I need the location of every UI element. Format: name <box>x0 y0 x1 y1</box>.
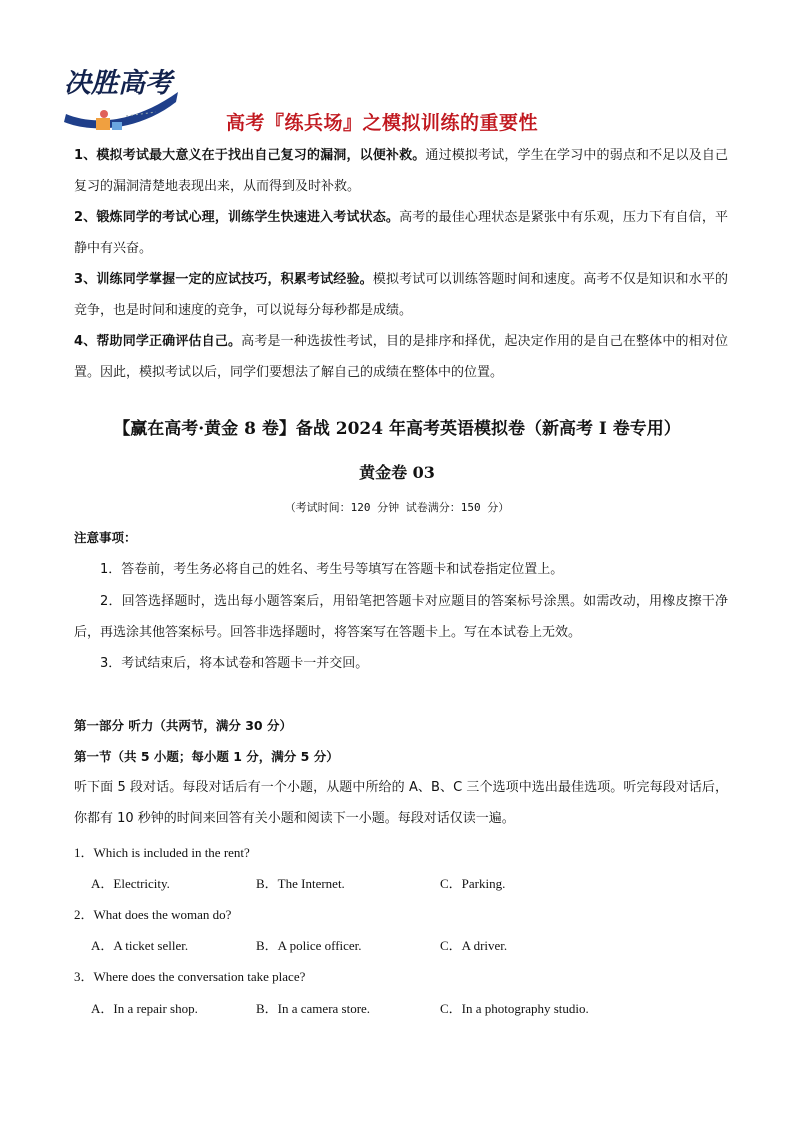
intro-rest: 模拟考试可以训练答题时间和速度。高考不仅是知识和水平的竞争，也是时间和速度的竞争，可以说每分每秒都是成绩。 <box>74 272 728 318</box>
section1-heading: 第一节（共 5 小题；每小题 1 分，满分 5 分） <box>74 749 339 764</box>
notice-item-1: 1．答卷前，考生务必将自己的姓名、考生号等填写在答题卡和试卷指定位置上。 <box>100 562 564 577</box>
intro-paragraph-1 <box>74 140 728 202</box>
brand-logo <box>60 52 182 140</box>
notice-heading: 注意事项： <box>74 530 137 545</box>
intro-paragraph-3 <box>74 264 728 326</box>
intro-lead: 2、锻炼同学的考试心理，训练学生快速进入考试状态。 <box>74 210 400 225</box>
intro-rest: 高考是一种选拔性考试，目的是排序和择优，起决定作用的是自己在整体中的相对位置。因此，模拟考试以后，同学们要想法了解自己的成绩在整体中的位置。 <box>74 334 728 380</box>
banner-title: 高考『练兵场』之模拟训练的重要性 <box>226 112 539 134</box>
intro-lead: 1、模拟考试最大意义在于找出自己复习的漏洞，以便补救。 <box>74 148 426 163</box>
exam-subtitle: 黄金卷 03 <box>359 463 435 482</box>
intro-lead: 4、帮助同学正确评估自己。 <box>74 334 242 349</box>
logo-text: 决胜高考 <box>64 68 172 99</box>
intro-lead: 3、训练同学掌握一定的应试技巧，积累考试经验。 <box>74 272 373 287</box>
question-1-option-a[interactable]: A．Electricity. <box>91 876 170 891</box>
question-3-option-c[interactable]: C．In a photography studio. <box>440 1001 589 1016</box>
question-2-option-a[interactable]: A．A ticket seller. <box>91 938 189 953</box>
notice-item-3: 3．考试结束后，将本试卷和答题卡一并交回。 <box>100 656 369 671</box>
question-3-option-a[interactable]: A．In a repair shop. <box>91 1001 198 1016</box>
question-1-stem: 1．Which is included in the rent? <box>74 845 250 860</box>
intro-rest: 通过模拟考试，学生在学习中的弱点和不足以及自己复习的漏洞清楚地表现出来，从而得到及时补救。 <box>74 148 728 194</box>
question-1-option-b[interactable]: B．The Internet. <box>256 876 345 891</box>
question-2-option-c[interactable]: C．A driver. <box>440 938 508 953</box>
notice-item-2: 2．回答选择题时，选出每小题答案后，用铅笔把答题卡对应题目的答案标号涂黑。如需改动，用橡皮擦干净后，再选涂其他答案标号。回答非选择题时，将答案写在答题卡上。写在本试卷上无效。 <box>74 594 728 640</box>
question-3-option-b[interactable]: B．In a camera store. <box>256 1001 371 1016</box>
question-1-option-c[interactable]: C．Parking. <box>440 876 506 891</box>
listening-instructions: 听下面 5 段对话。每段对话后有一个小题，从题中所给的 A、B、C 三个选项中选出最佳选项。听完每段对话后，你都有 10 秒钟的时间来回答有关小题和阅读下一小题。每段对话仅读一遍。 <box>74 780 728 826</box>
exam-title: 【赢在高考·黄金 8 卷】备战 2024 年高考英语模拟卷（新高考 I 卷专用） <box>113 419 681 439</box>
part1-heading: 第一部分 听力（共两节，满分 30 分） <box>74 718 292 733</box>
exam-time-line: （考试时间：120 分钟 试卷满分：150 分） <box>284 501 510 514</box>
intro-paragraph-4 <box>74 326 728 388</box>
question-2-option-b[interactable]: B．A police officer. <box>256 938 362 953</box>
question-2-stem: 2．What does the woman do? <box>74 907 232 922</box>
intro-rest: 高考的最佳心理状态是紧张中有乐观，压力下有自信，平静中有兴奋。 <box>74 210 728 256</box>
question-3-stem: 3．Where does the conversation take place? <box>74 969 306 984</box>
intro-paragraph-2 <box>74 202 728 264</box>
